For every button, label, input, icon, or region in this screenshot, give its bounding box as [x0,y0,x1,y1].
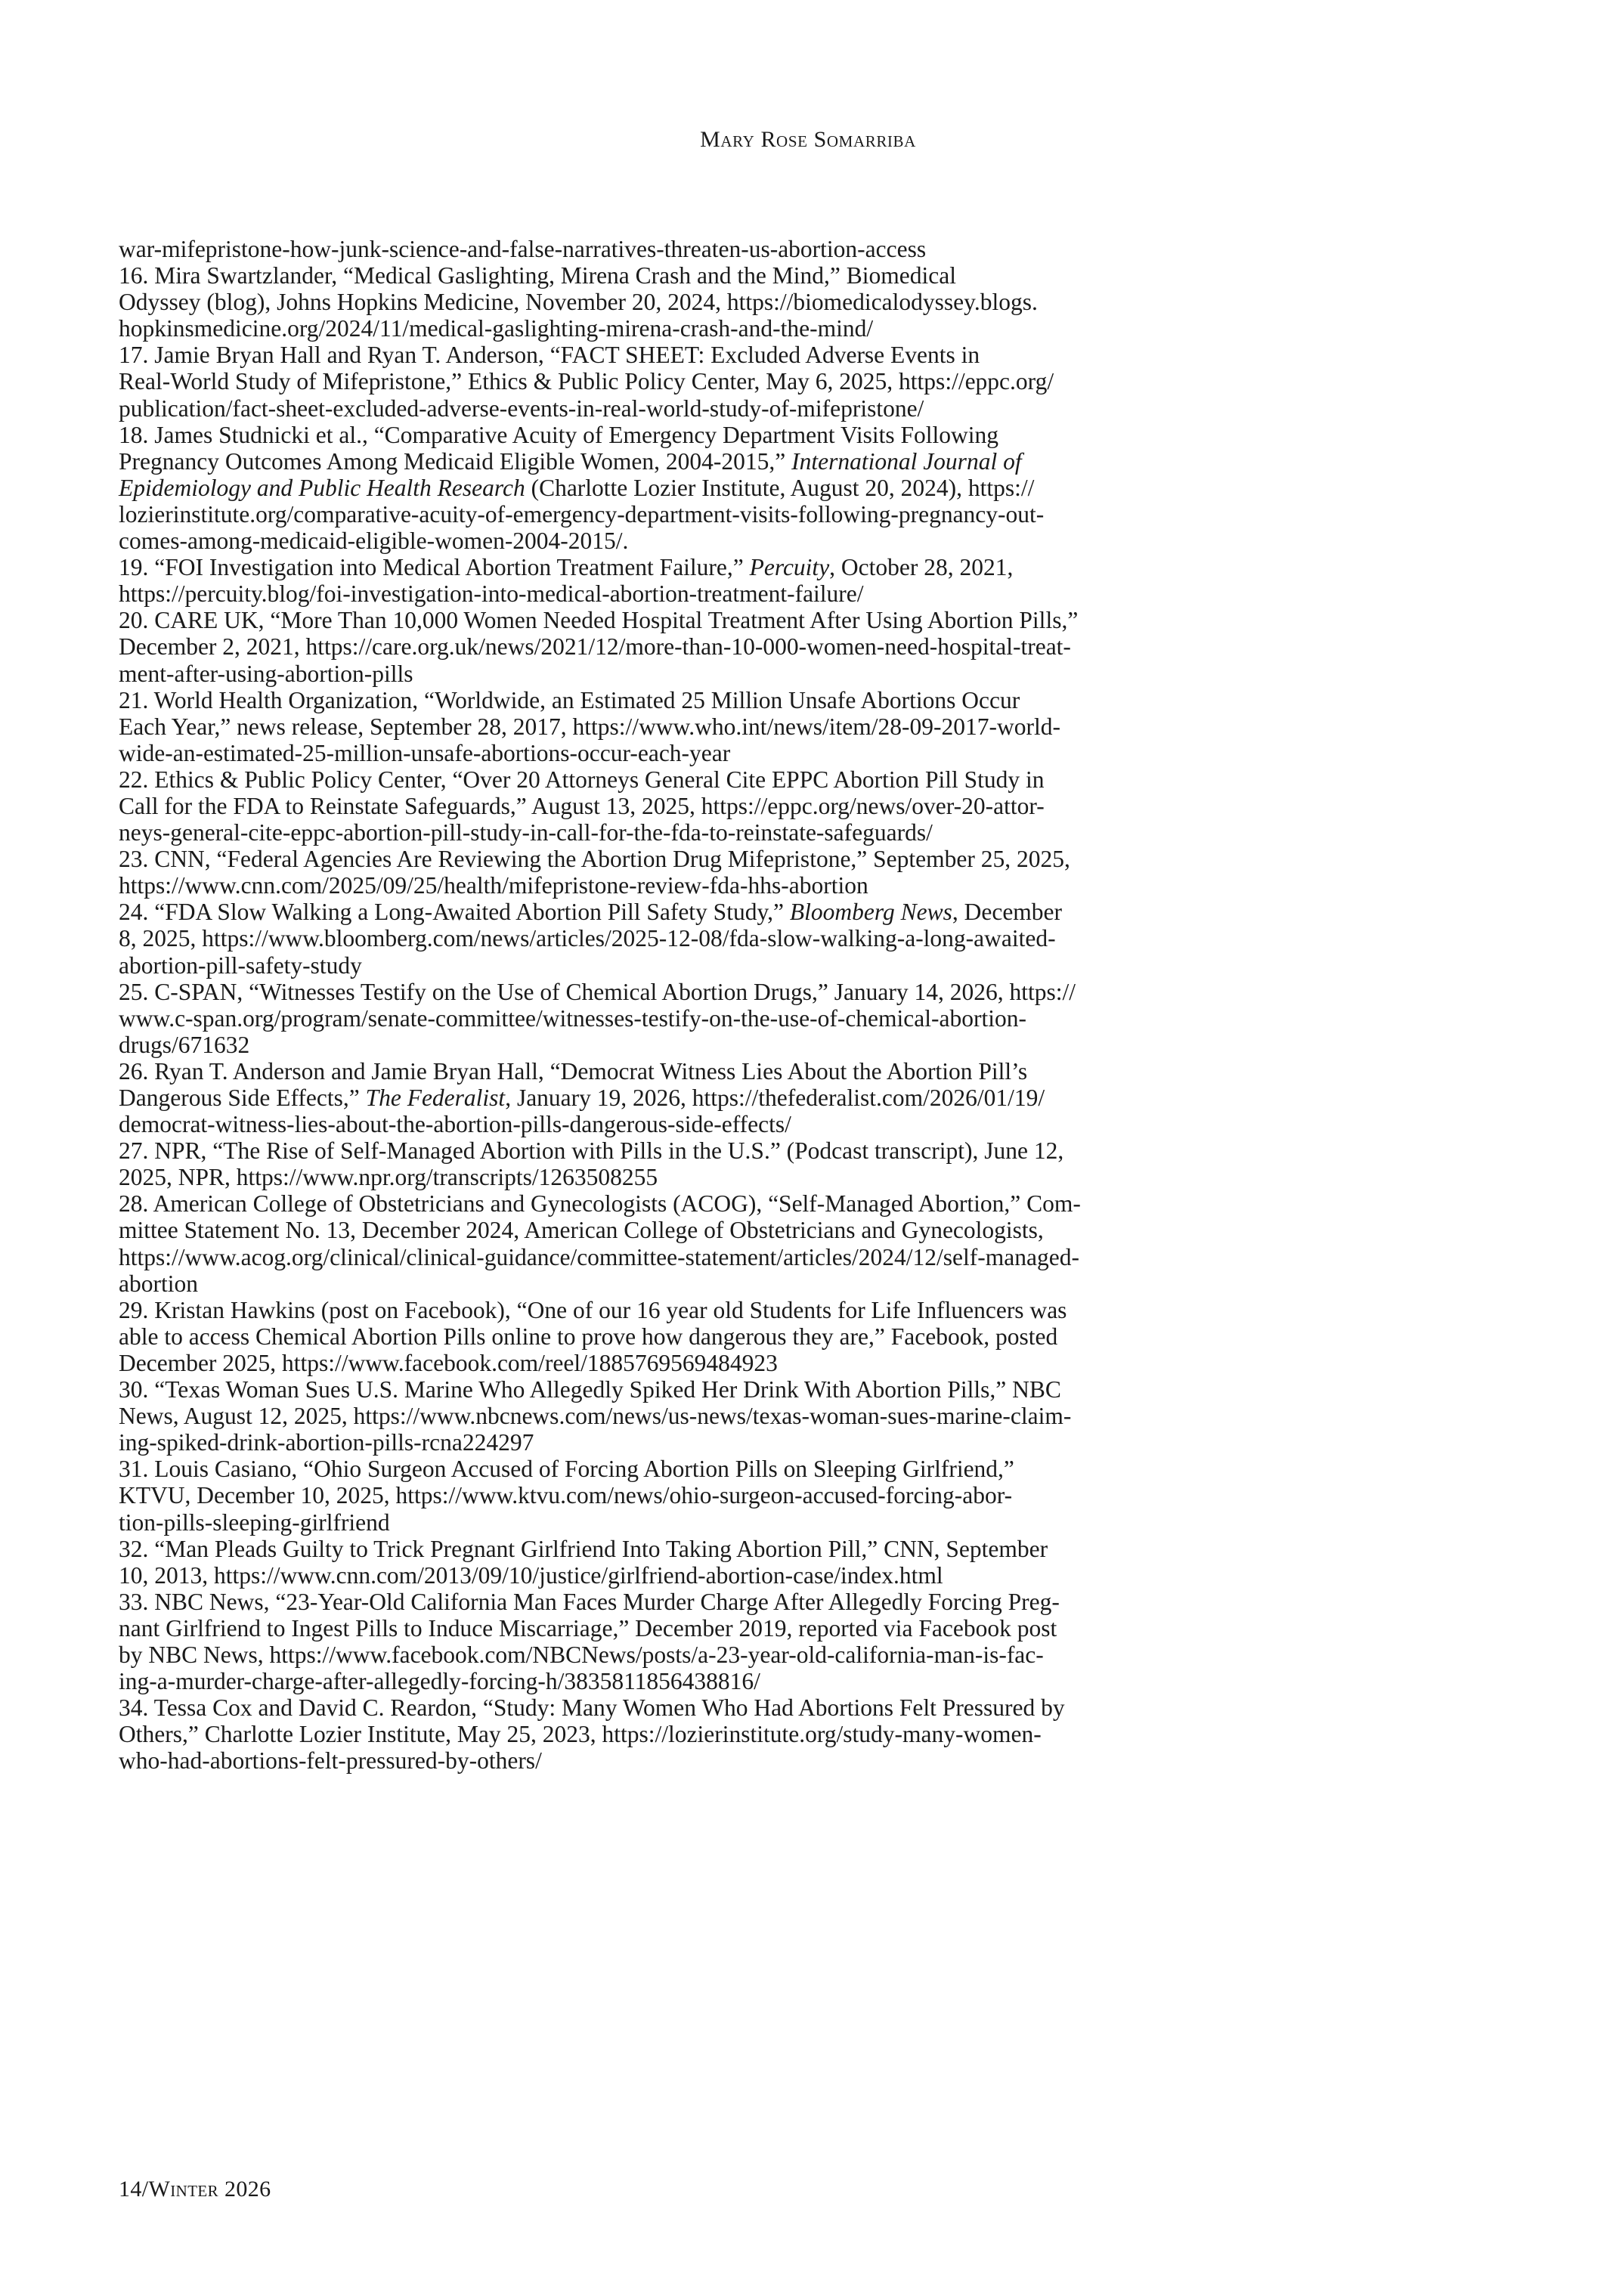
endnote-line [119,819,1502,846]
endnote-line [119,1403,1502,1429]
endnote-line [119,925,1502,952]
endnote-line [119,1536,1502,1562]
endnotes-body [119,236,1502,1774]
endnote-line [119,952,1502,979]
running-head: Mary Rose Somarriba [700,127,916,152]
plain-text: 30. “Texas Woman Sues U.S. Marine Who Allegedly Spiked Her Drink With Abortion Pills,” NBC [119,1376,1061,1403]
plain-text: by NBC News, https://www.facebook.com/NBCNews/posts/a-23-year-old-california-man-is-fac- [119,1641,1044,1668]
plain-text: 19. “FOI Investigation into Medical Abortion Treatment Failure,” [119,554,750,581]
endnote-line [119,1456,1502,1482]
endnote-line [119,1005,1502,1032]
endnote-line [119,766,1502,793]
plain-text: abortion [119,1270,198,1297]
plain-text: Odyssey (blog), Johns Hopkins Medicine, November 20, 2024, https://biomedicalodyssey.blogs. [119,289,1038,316]
endnote-line [119,422,1502,448]
plain-text: 22. Ethics & Public Policy Center, “Over 20 Attorneys General Cite EPPC Abortion Pill Study in [119,766,1045,793]
plain-text: 18. James Studnicki et al., “Comparative Acuity of Emergency Department Visits Following [119,421,998,448]
plain-text: 8, 2025, https://www.bloomberg.com/news/articles/2025-12-08/fda-slow-walking-a-long-awaited- [119,925,1056,952]
endnote-line [119,713,1502,740]
plain-text: , October 28, 2021, [829,554,1014,581]
endnote-line [119,1297,1502,1323]
italic-text: International Journal of [791,447,1022,475]
plain-text: comes-among-medicaid-eligible-women-2004-2015/. [119,528,629,555]
italic-text: Bloomberg News [789,899,952,926]
plain-text: KTVU, December 10, 2025, https://www.ktvu.com/news/ohio-surgeon-accused-forcing-abor- [119,1482,1013,1509]
plain-text: https://www.cnn.com/2025/09/25/health/mifepristone-review-fda-hhs-abortion [119,872,868,899]
plain-text: 29. Kristan Hawkins (post on Facebook), “One of our 16 year old Students for Life Influencers was [119,1296,1067,1323]
plain-text: democrat-witness-lies-about-the-abortion-pills-dangerous-side-effects/ [119,1111,791,1138]
endnote-line [119,979,1502,1005]
plain-text: https://percuity.blog/foi-investigation-into-medical-abortion-treatment-failure/ [119,580,864,608]
endnote-line [119,315,1502,342]
endnote-line [119,1244,1502,1270]
plain-text: 33. NBC News, “23-Year-Old California Man Faces Murder Charge After Allegedly Forcing Preg- [119,1588,1060,1615]
endnote-line [119,1747,1502,1774]
endnote-line [119,1164,1502,1190]
plain-text: , December [952,899,1063,926]
endnote-line [119,528,1502,554]
plain-text: (Charlotte Lozier Institute, August 20, 2024), https:// [525,474,1035,501]
endnote-line [119,1085,1502,1111]
endnote-line [119,580,1502,607]
plain-text: publication/fact-sheet-excluded-adverse-events-in-real-world-study-of-mifepristone/ [119,395,924,422]
endnote-line [119,1376,1502,1403]
plain-text: lozierinstitute.org/comparative-acuity-of-emergency-department-visits-following-pregnancy-out- [119,500,1045,528]
italic-text: Percuity [749,554,830,581]
plain-text: 16. Mira Swartzlander, “Medical Gaslighting, Mirena Crash and the Mind,” Biomedical [119,262,956,289]
endnote-line [119,554,1502,580]
endnote-line [119,1721,1502,1747]
endnote-line [119,1270,1502,1297]
endnote-line [119,899,1502,925]
plain-text: 26. Ryan T. Anderson and Jamie Bryan Hall, “Democrat Witness Lies About the Abortion Pill’s [119,1057,1028,1085]
italic-text: The Federalist [365,1085,506,1111]
plain-text: News, August 12, 2025, https://www.nbcnews.com/news/us-news/texas-woman-sues-marine-claim- [119,1403,1072,1430]
endnote-line [119,1562,1502,1589]
endnote-line [119,1217,1502,1243]
plain-text: wide-an-estimated-25-million-unsafe-abortions-occur-each-year [119,739,731,766]
plain-text: mittee Statement No. 13, December 2024, American College of Obstetricians and Gynecologists, [119,1217,1044,1244]
italic-text: Epidemiology and Public Health Research [119,474,525,501]
endnote-line [119,633,1502,660]
endnote-line [119,1350,1502,1376]
endnote-line [119,740,1502,766]
page-folio: 14/Winter 2026 [119,2177,271,2202]
endnote-line [119,1137,1502,1164]
endnote-line [119,1323,1502,1350]
endnote-line [119,1668,1502,1694]
endnote-line [119,395,1502,422]
plain-text: 27. NPR, “The Rise of Self-Managed Abortion with Pills in the U.S.” (Podcast transcript), June 12, [119,1137,1064,1165]
plain-text: able to access Chemical Abortion Pills online to prove how dangerous they are,” Facebook, posted [119,1323,1058,1350]
endnote-line [119,289,1502,315]
endnote-line [119,661,1502,687]
plain-text: tion-pills-sleeping-girlfriend [119,1508,390,1536]
plain-text: Each Year,” news release, September 28, 2017, https://www.who.int/news/item/28-09-2017-world- [119,713,1060,740]
plain-text: ment-after-using-abortion-pills [119,660,413,687]
plain-text: who-had-abortions-felt-pressured-by-others/ [119,1747,542,1775]
endnote-line [119,501,1502,528]
endnote-line [119,475,1502,501]
endnote-line [119,1429,1502,1456]
endnote-line [119,1589,1502,1615]
plain-text: 24. “FDA Slow Walking a Long-Awaited Abortion Pill Safety Study,” [119,899,790,926]
plain-text: 17. Jamie Bryan Hall and Ryan T. Anderson, “FACT SHEET: Excluded Adverse Events in [119,342,980,369]
plain-text: 28. American College of Obstetricians and Gynecologists (ACOG), “Self-Managed Abortion,” Com- [119,1190,1081,1218]
plain-text: 2025, NPR, https://www.npr.org/transcripts/1263508255 [119,1164,658,1191]
plain-text: Others,” Charlotte Lozier Institute, May 25, 2023, https://lozierinstitute.org/study-many-women- [119,1721,1042,1748]
plain-text: hopkinsmedicine.org/2024/11/medical-gaslighting-mirena-crash-and-the-mind/ [119,315,874,342]
plain-text: nant Girlfriend to Ingest Pills to Induce Miscarriage,” December 2019, reported via Facebook post [119,1614,1057,1642]
endnote-line [119,846,1502,872]
plain-text: www.c-span.org/program/senate-committee/witnesses-testify-on-the-use-of-chemical-abortion- [119,1004,1026,1032]
plain-text: 25. C-SPAN, “Witnesses Testify on the Use of Chemical Abortion Drugs,” January 14, 2026, https:// [119,978,1076,1005]
plain-text: neys-general-cite-eppc-abortion-pill-study-in-call-for-the-fda-to-reinstate-safeguards/ [119,819,933,846]
plain-text: ing-spiked-drink-abortion-pills-rcna224297 [119,1429,534,1456]
plain-text: 21. World Health Organization, “Worldwide, an Estimated 25 Million Unsafe Abortions Occur [119,686,1020,713]
plain-text: drugs/671632 [119,1031,250,1058]
endnote-line [119,1032,1502,1058]
plain-text: Pregnancy Outcomes Among Medicaid Eligible Women, 2004-2015,” [119,447,792,475]
plain-text: Real-World Study of Mifepristone,” Ethics & Public Policy Center, May 6, 2025, https://eppc.org/ [119,368,1054,395]
plain-text: 10, 2013, https://www.cnn.com/2013/09/10/justice/girlfriend-abortion-case/index.html [119,1561,943,1589]
endnote-line [119,1694,1502,1721]
endnote-line [119,342,1502,368]
endnote-line [119,1509,1502,1536]
plain-text: https://www.acog.org/clinical/clinical-guidance/committee-statement/articles/2024/12/self-managed- [119,1243,1079,1270]
endnote-line [119,448,1502,475]
endnote-line [119,1642,1502,1668]
plain-text: 32. “Man Pleads Guilty to Trick Pregnant Girlfriend Into Taking Abortion Pill,” CNN, September [119,1535,1048,1562]
endnote-line [119,1111,1502,1137]
endnote-line [119,262,1502,289]
plain-text: 34. Tessa Cox and David C. Reardon, “Study: Many Women Who Had Abortions Felt Pressured by [119,1694,1065,1722]
plain-text: Call for the FDA to Reinstate Safeguards,” August 13, 2025, https://eppc.org/news/over-20-attor- [119,792,1045,819]
endnote-line [119,1482,1502,1508]
endnote-line [119,1190,1502,1217]
plain-text: abortion-pill-safety-study [119,952,362,979]
endnote-line [119,607,1502,633]
plain-text: 31. Louis Casiano, “Ohio Surgeon Accused of Forcing Abortion Pills on Sleeping Girlfriend,” [119,1456,1014,1483]
plain-text: December 2, 2021, https://care.org.uk/news/2021/12/more-than-10-000-women-need-hospital-treat- [119,633,1071,661]
plain-text: December 2025, https://www.facebook.com/reel/1885769569484923 [119,1349,778,1376]
plain-text: ing-a-murder-charge-after-allegedly-forcing-h/3835811856438816/ [119,1668,760,1695]
endnote-line [119,368,1502,395]
plain-text: war-mifepristone-how-junk-science-and-false-narratives-threaten-us-abortion-access [119,236,927,262]
plain-text: 20. CARE UK, “More Than 10,000 Women Needed Hospital Treatment After Using Abortion Pills,” [119,607,1079,634]
plain-text: 23. CNN, “Federal Agencies Are Reviewing the Abortion Drug Mifepristone,” September 25, 2025, [119,846,1070,873]
plain-text: , January 19, 2026, https://thefederalist.com/2026/01/19/ [505,1085,1045,1111]
endnote-line [119,872,1502,899]
endnote-line [119,1058,1502,1085]
plain-text: Dangerous Side Effects,” [119,1085,366,1111]
endnote-line [119,687,1502,713]
endnote-line [119,1615,1502,1642]
endnote-line [119,793,1502,819]
endnote-line [119,236,1502,262]
